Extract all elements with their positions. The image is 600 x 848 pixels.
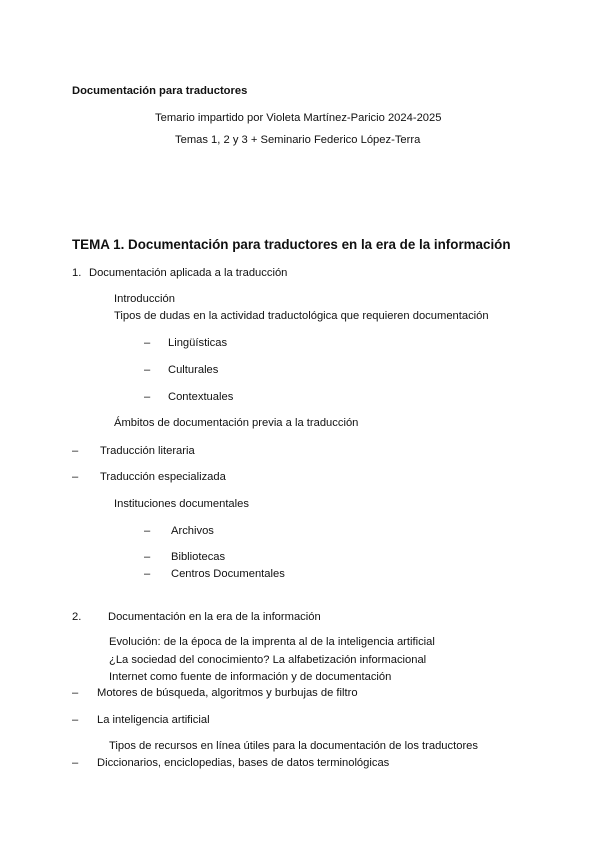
subtopic-introduccion: Introducción bbox=[114, 293, 175, 305]
list-item: Culturales bbox=[168, 364, 219, 376]
list-item: Contextuales bbox=[168, 391, 234, 403]
section-1-number: 1. bbox=[72, 267, 82, 279]
document-subtitle-2: Temas 1, 2 y 3 + Seminario Federico López-Terra bbox=[175, 134, 421, 146]
list-item: Bibliotecas bbox=[171, 551, 226, 563]
bullet-dash: – bbox=[72, 757, 79, 769]
bullet-dash: – bbox=[144, 391, 151, 403]
list-item: Lingüísticas bbox=[168, 337, 228, 349]
bullet-dash: – bbox=[72, 687, 79, 699]
bullet-dash: – bbox=[144, 551, 151, 563]
bullet-dash: – bbox=[144, 568, 151, 580]
bullet-dash: – bbox=[144, 525, 151, 537]
list-item: Motores de búsqueda, algoritmos y burbujas de filtro bbox=[97, 687, 358, 699]
document-subtitle-1: Temario impartido por Violeta Martínez-Paricio 2024-2025 bbox=[155, 112, 442, 124]
subtopic-internet: Internet como fuente de información y de documentación bbox=[109, 671, 392, 683]
subtopic-ambitos: Ámbitos de documentación previa a la traducción bbox=[114, 417, 359, 429]
bullet-dash: – bbox=[72, 445, 79, 457]
list-item: Traducción literaria bbox=[100, 445, 195, 457]
list-item: Diccionarios, enciclopedias, bases de datos terminológicas bbox=[97, 757, 390, 769]
subtopic-tipos-dudas: Tipos de dudas en la actividad traductológica que requieren documentación bbox=[114, 310, 489, 322]
bullet-dash: – bbox=[144, 337, 151, 349]
section-2-number: 2. bbox=[72, 611, 82, 623]
bullet-dash: – bbox=[72, 471, 79, 483]
section-2-title: Documentación en la era de la información bbox=[108, 611, 321, 623]
list-item: Centros Documentales bbox=[171, 568, 285, 580]
bullet-dash: – bbox=[144, 364, 151, 376]
list-item: Traducción especializada bbox=[100, 471, 226, 483]
subtopic-instituciones: Instituciones documentales bbox=[114, 498, 249, 510]
list-item: Archivos bbox=[171, 525, 214, 537]
document-title: Documentación para traductores bbox=[72, 85, 248, 97]
list-item: La inteligencia artificial bbox=[97, 714, 210, 726]
subtopic-sociedad: ¿La sociedad del conocimiento? La alfabetización informacional bbox=[109, 654, 427, 666]
tema-1-heading: TEMA 1. Documentación para traductores en la era de la información bbox=[72, 237, 511, 252]
section-1-title: Documentación aplicada a la traducción bbox=[89, 267, 288, 279]
bullet-dash: – bbox=[72, 714, 79, 726]
subtopic-tipos-recursos: Tipos de recursos en línea útiles para la documentación de los traductores bbox=[109, 740, 478, 752]
subtopic-evolucion: Evolución: de la época de la imprenta al de la inteligencia artificial bbox=[109, 636, 435, 648]
